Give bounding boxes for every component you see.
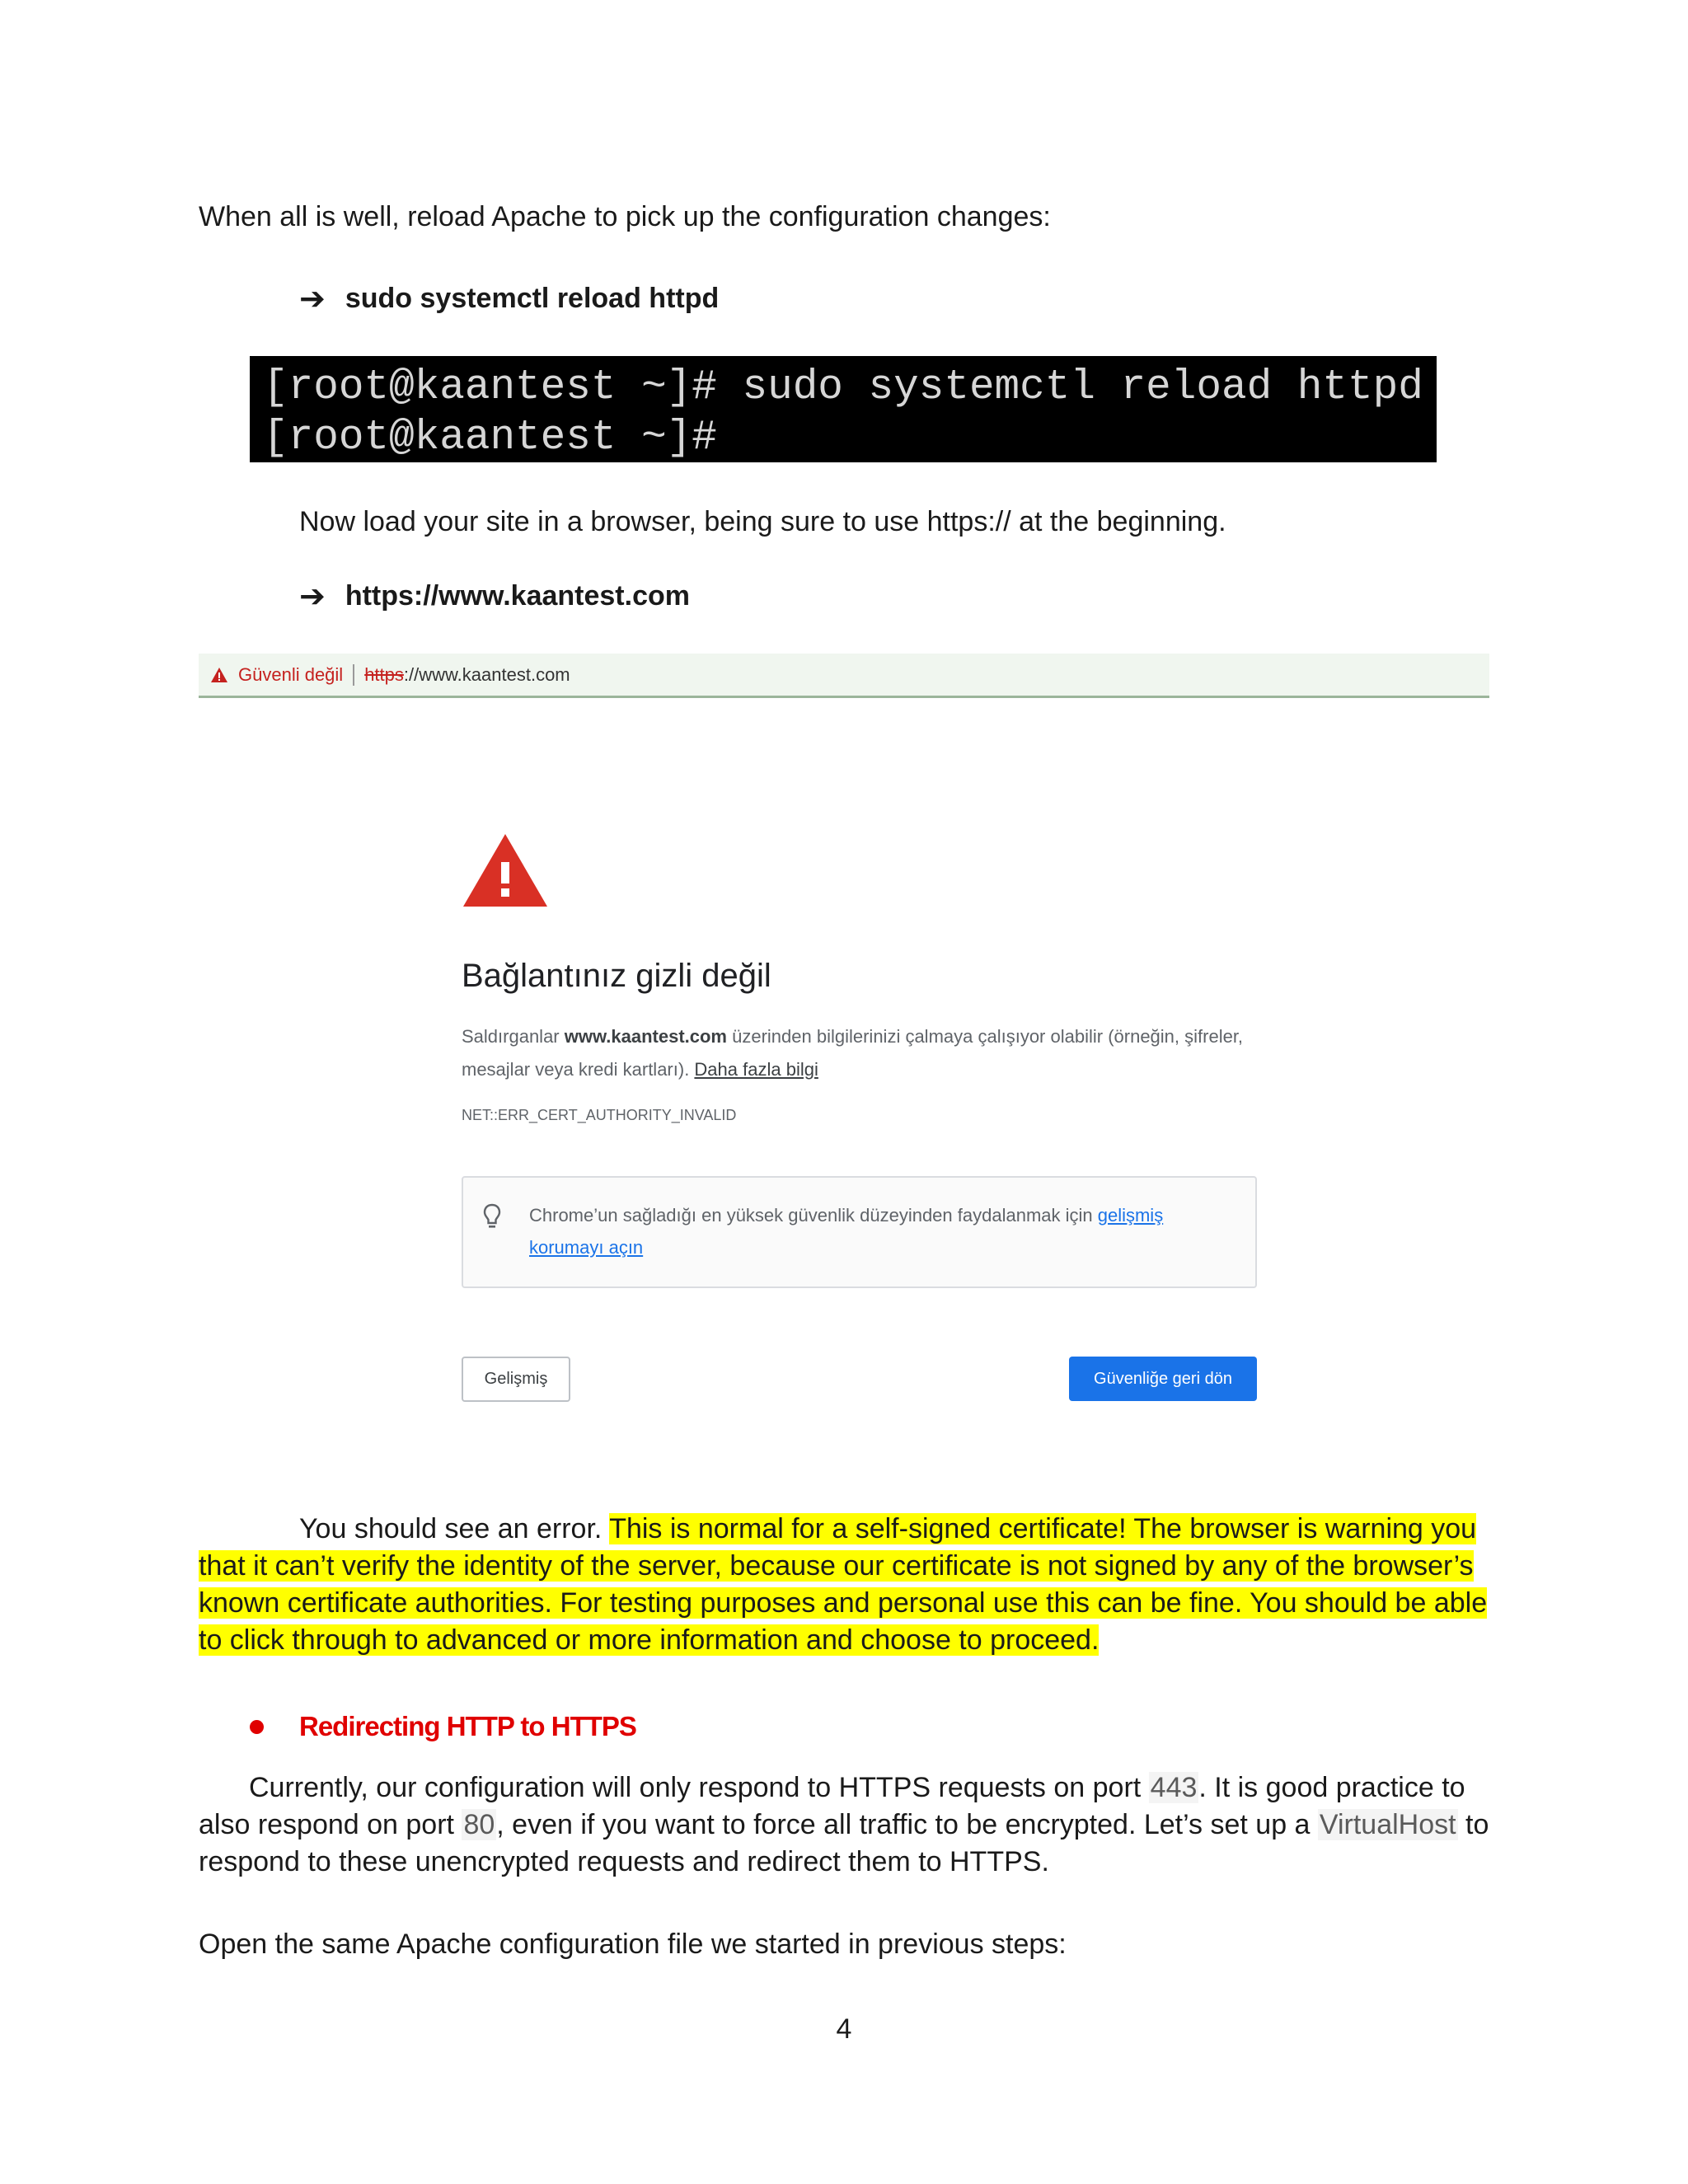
error-code: NET::ERR_CERT_AUTHORITY_INVALID xyxy=(462,1107,737,1123)
url-scheme: https xyxy=(364,663,404,685)
highlighted-text: This is normal for a self-signed certificate! The browser is warning you that it can’t verify the identity of the server, because our certificate is not signed by any of the browser’s known certificate authorities. For testing purposes and personal use this can be fine. You should be able to click through to advanced or more information and choose to proceed. xyxy=(199,1513,1488,1656)
inline-code: 80 xyxy=(463,1809,495,1840)
error-explanation xyxy=(199,1511,1489,1659)
desc-text: Saldırganlar xyxy=(462,1026,565,1047)
enhanced-protection-link[interactable]: gelişmiş korumayı açın xyxy=(529,1205,1164,1258)
page-number: 4 xyxy=(836,2013,852,2045)
divider xyxy=(353,664,354,686)
error-title: Bağlantınız gizli değil xyxy=(462,958,771,994)
arrow-right-icon: ➔ xyxy=(299,282,326,316)
learn-more-link[interactable]: Daha fazla bilgi xyxy=(694,1059,818,1080)
url-text: https://www.kaantest.com xyxy=(345,580,690,612)
para-text: . It is good practice to also respond on port xyxy=(199,1772,1465,1840)
terminal-line: [root@kaantest ~]# sudo systemctl reload httpd xyxy=(263,364,1423,411)
desc-text: üzerinden bilgilerinizi çalmaya çalışıyor olabilir (örneğin, şifreler, mesajlar veya kredi kartları). xyxy=(462,1026,1244,1080)
advanced-button[interactable]: Gelişmiş xyxy=(462,1357,570,1402)
para-text: to respond to these unencrypted requests and redirect them to HTTPS. xyxy=(199,1809,1489,1877)
inline-code: 443 xyxy=(1150,1772,1198,1803)
command-text: sudo systemctl reload httpd xyxy=(345,283,720,314)
section-heading xyxy=(250,1711,636,1742)
warning-icon xyxy=(210,667,228,683)
url-host: ://www.kaantest.com xyxy=(403,663,570,685)
back-to-safety-button[interactable]: Güvenliğe geri dön xyxy=(1069,1357,1257,1401)
plain-text: You should see an error. xyxy=(299,1513,610,1544)
tip-text: Chrome’un sağladığı en yüksek güvenlik düzeyinden faydalanmak için xyxy=(529,1205,1098,1226)
section-heading-text: Redirecting HTTP to HTTPS xyxy=(299,1711,636,1741)
desc-host: www.kaantest.com xyxy=(564,1026,727,1047)
inline-code: VirtualHost xyxy=(1319,1809,1456,1840)
arrow-right-icon: ➔ xyxy=(299,579,326,614)
open-config-text: Open the same Apache configuration file we started in previous steps: xyxy=(199,1929,1067,1960)
not-secure-label[interactable]: Güvenli değil xyxy=(238,663,344,685)
bullet-icon xyxy=(250,1720,264,1734)
lightbulb-icon xyxy=(481,1202,503,1230)
warning-triangle-icon xyxy=(462,832,549,908)
terminal-line: [root@kaantest ~]# xyxy=(263,415,717,462)
error-description xyxy=(462,1020,1253,1086)
para-text: , even if you want to force all traffic to be encrypted. Let’s set up a xyxy=(496,1809,1318,1840)
command-line-reload xyxy=(299,280,719,317)
para-text: Currently, our configuration will only respond to HTTPS requests on port xyxy=(249,1772,1149,1803)
browser-instruction: Now load your site in a browser, being sure to use https:// at the beginning. xyxy=(299,506,1226,537)
intro-text: When all is well, reload Apache to pick up the configuration changes: xyxy=(199,201,1051,232)
enhanced-protection-tip xyxy=(462,1176,1257,1288)
redirect-paragraph xyxy=(199,1769,1489,1881)
command-line-url xyxy=(299,578,690,615)
terminal-screenshot xyxy=(250,356,1437,462)
browser-address-bar[interactable] xyxy=(199,654,1489,698)
